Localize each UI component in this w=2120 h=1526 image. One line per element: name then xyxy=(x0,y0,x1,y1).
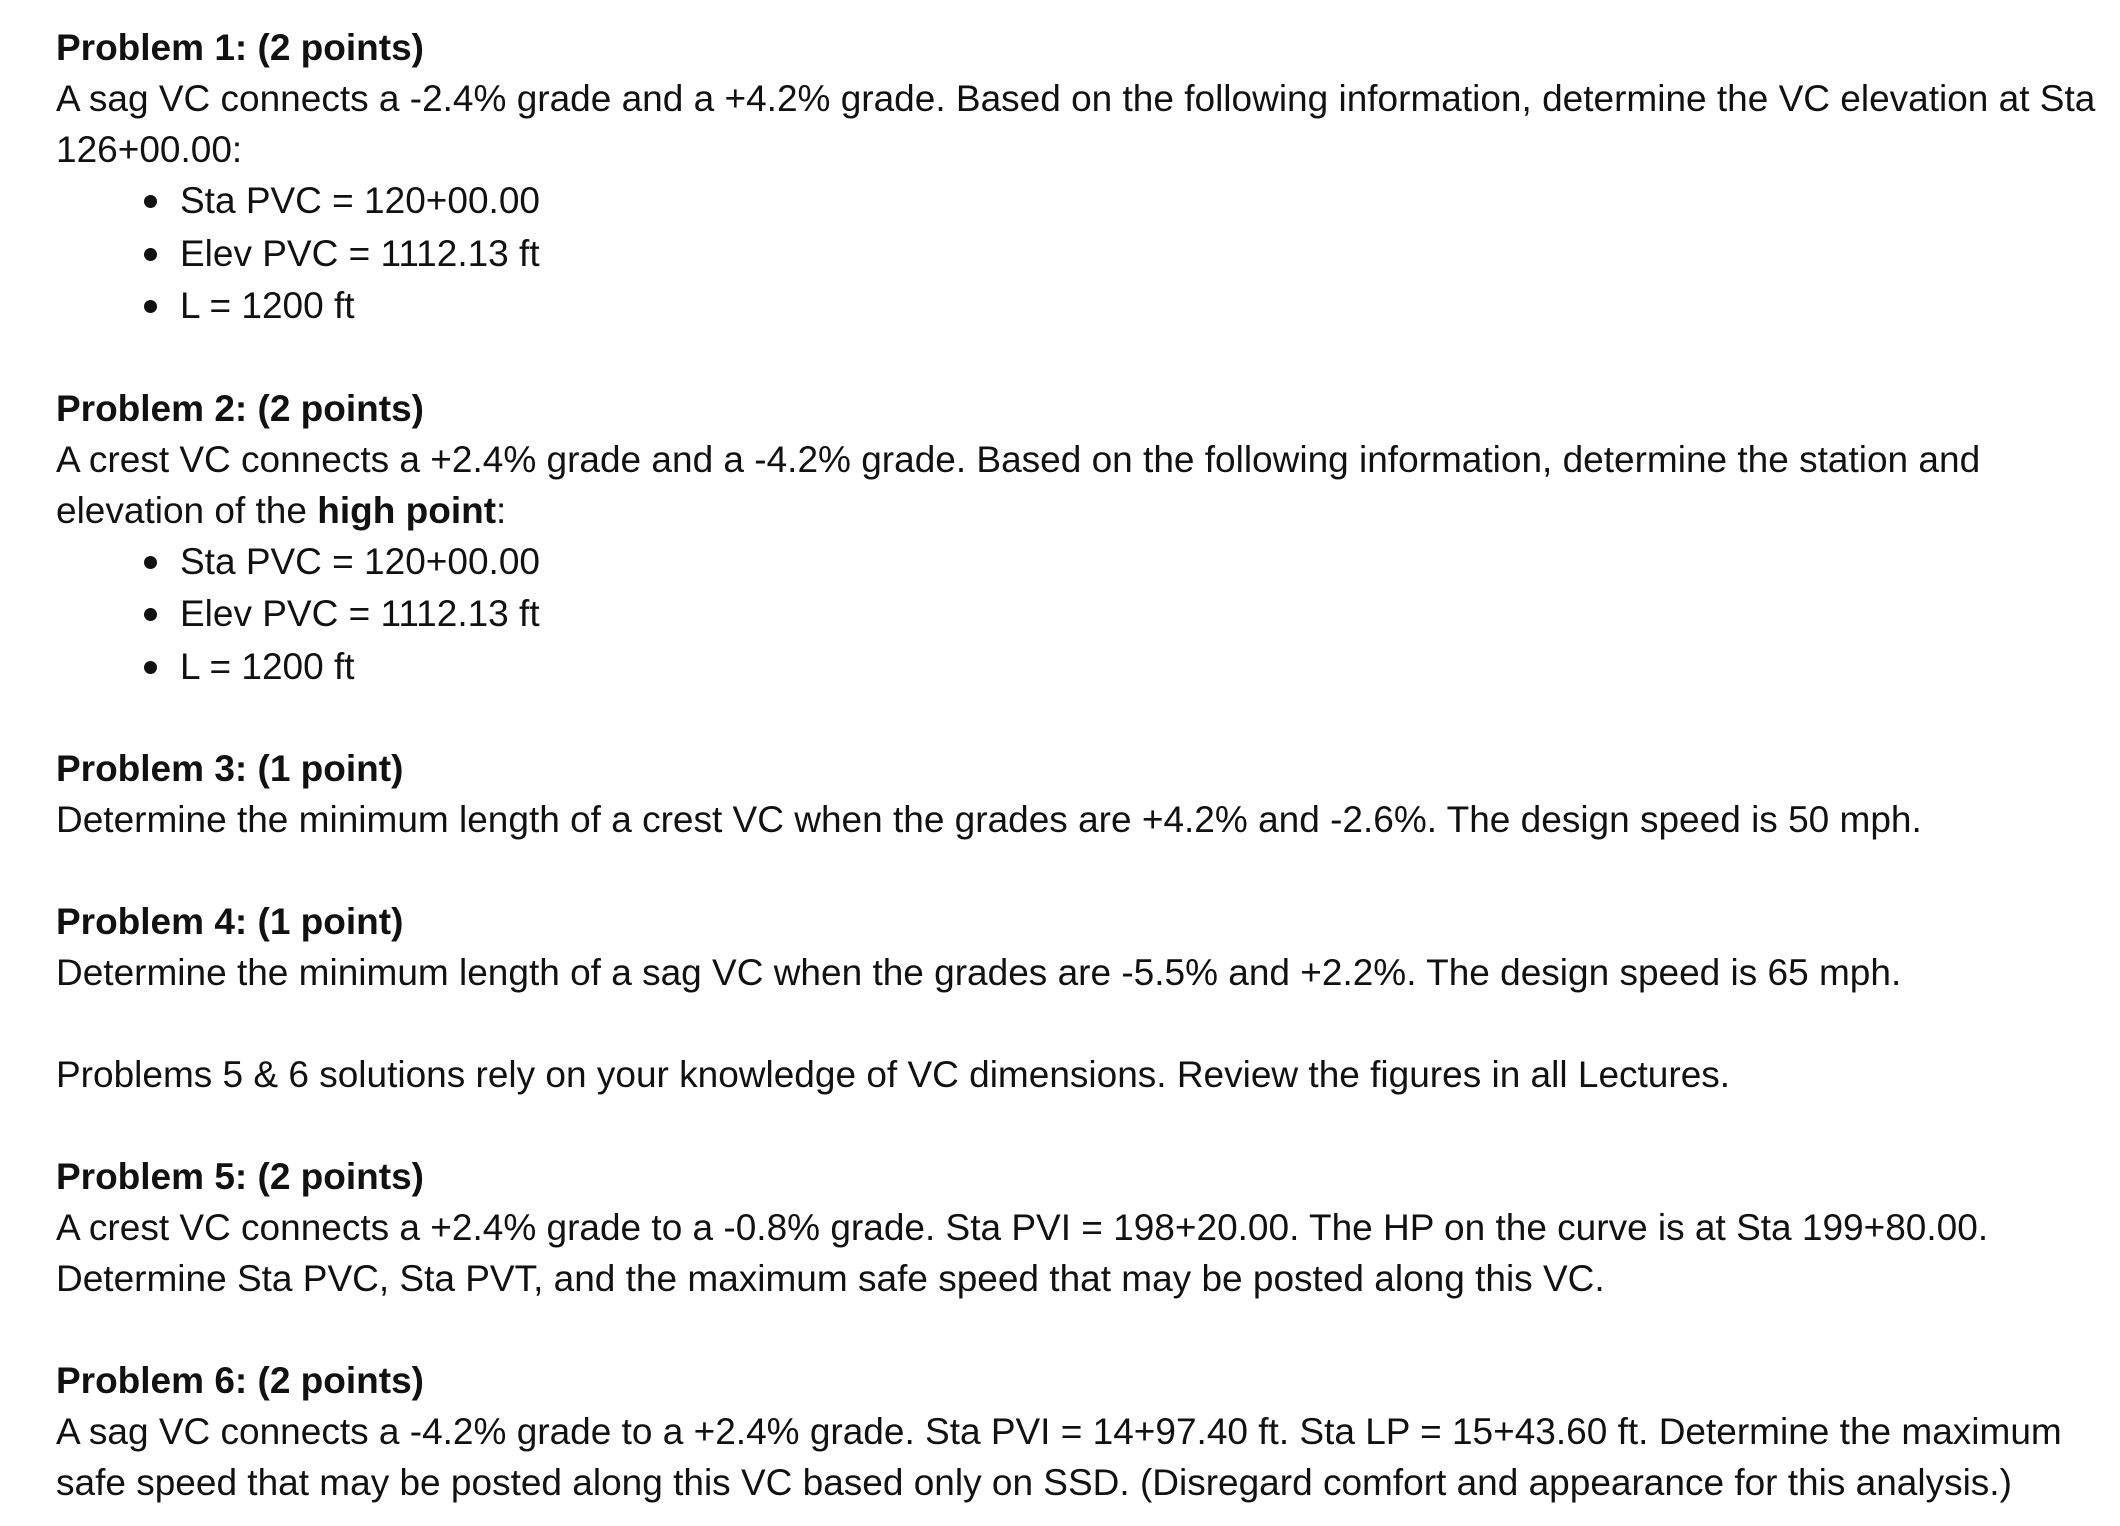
problem-5-text: A crest VC connects a +2.4% grade to a -0.8% grade. Sta PVI = 198+20.00. The HP on the curve is at Sta 199+80.00. Determine Sta PVC, Sta PVT, and the maximum safe speed that may be posted along this VC. xyxy=(56,1207,1989,1299)
problem-2-text xyxy=(56,434,2096,536)
problem-1-givens xyxy=(144,175,2096,333)
problem-1-heading: Problem 1: (2 points) xyxy=(56,27,424,68)
problem-1-text: A sag VC connects a -2.4% grade and a +4.2% grade. Based on the following information, determine the VC elevation at Sta 126+00.00: xyxy=(56,78,2096,170)
list-item-text: Elev PVC = 1112.13 ft xyxy=(180,593,540,634)
problem-4 xyxy=(56,896,2096,998)
bullet-icon xyxy=(144,300,157,313)
problem-3 xyxy=(56,743,2096,845)
problem-2-text-end: : xyxy=(496,489,507,531)
problem-6 xyxy=(56,1355,2096,1508)
list-item-text: Elev PVC = 1112.13 ft xyxy=(180,232,540,274)
problem-4-text: Determine the minimum length of a sag VC when the grades are -5.5% and +2.2%. The design speed is 65 mph. xyxy=(56,952,1902,993)
problem-1 xyxy=(56,22,2096,333)
list-item xyxy=(144,588,2096,641)
list-item-text: Sta PVC = 120+00.00 xyxy=(180,180,540,221)
bullet-icon xyxy=(144,248,157,261)
list-item xyxy=(144,280,2096,333)
list-item xyxy=(144,641,2096,694)
problem-6-text: A sag VC connects a -4.2% grade to a +2.4% grade. Sta PVI = 14+97.40 ft. Sta LP = 15+43.60 ft. Determine the maximum safe speed that may be posted along this VC based only on SSD. (Disregard comfort and appearance for this analysis.) xyxy=(56,1411,2062,1503)
list-item xyxy=(144,228,2096,281)
list-item-text: L = 1200 ft xyxy=(180,285,355,326)
problem-2-text-start: A crest VC connects a +2.4% grade and a -4.2% grade. Based on the following information, determine the station and elevation of the xyxy=(56,438,1981,531)
review-note: Problems 5 & 6 solutions rely on your knowledge of VC dimensions. Review the figures in all Lectures. xyxy=(56,1054,1731,1095)
list-item xyxy=(144,175,2096,228)
bullet-icon xyxy=(144,661,157,674)
problem-2 xyxy=(56,383,2096,694)
bullet-icon xyxy=(144,195,157,208)
list-item-text: L = 1200 ft xyxy=(180,645,355,687)
bullet-icon xyxy=(144,556,157,569)
list-item-text: Sta PVC = 120+00.00 xyxy=(180,540,540,582)
problem-3-text: Determine the minimum length of a crest VC when the grades are +4.2% and -2.6%. The design speed is 50 mph. xyxy=(56,799,1922,840)
problem-4-heading: Problem 4: (1 point) xyxy=(56,901,404,942)
bullet-icon xyxy=(144,608,157,621)
problem-5 xyxy=(56,1151,2096,1304)
problem-3-heading: Problem 3: (1 point) xyxy=(56,748,404,789)
list-item xyxy=(144,536,2096,589)
problem-2-emphasis: high point xyxy=(317,489,497,531)
problem-5-heading: Problem 5: (2 points) xyxy=(56,1156,424,1197)
problem-2-heading: Problem 2: (2 points) xyxy=(56,387,424,429)
document-page xyxy=(56,22,2096,1508)
problem-6-heading: Problem 6: (2 points) xyxy=(56,1360,424,1401)
problem-2-givens xyxy=(144,536,2096,694)
